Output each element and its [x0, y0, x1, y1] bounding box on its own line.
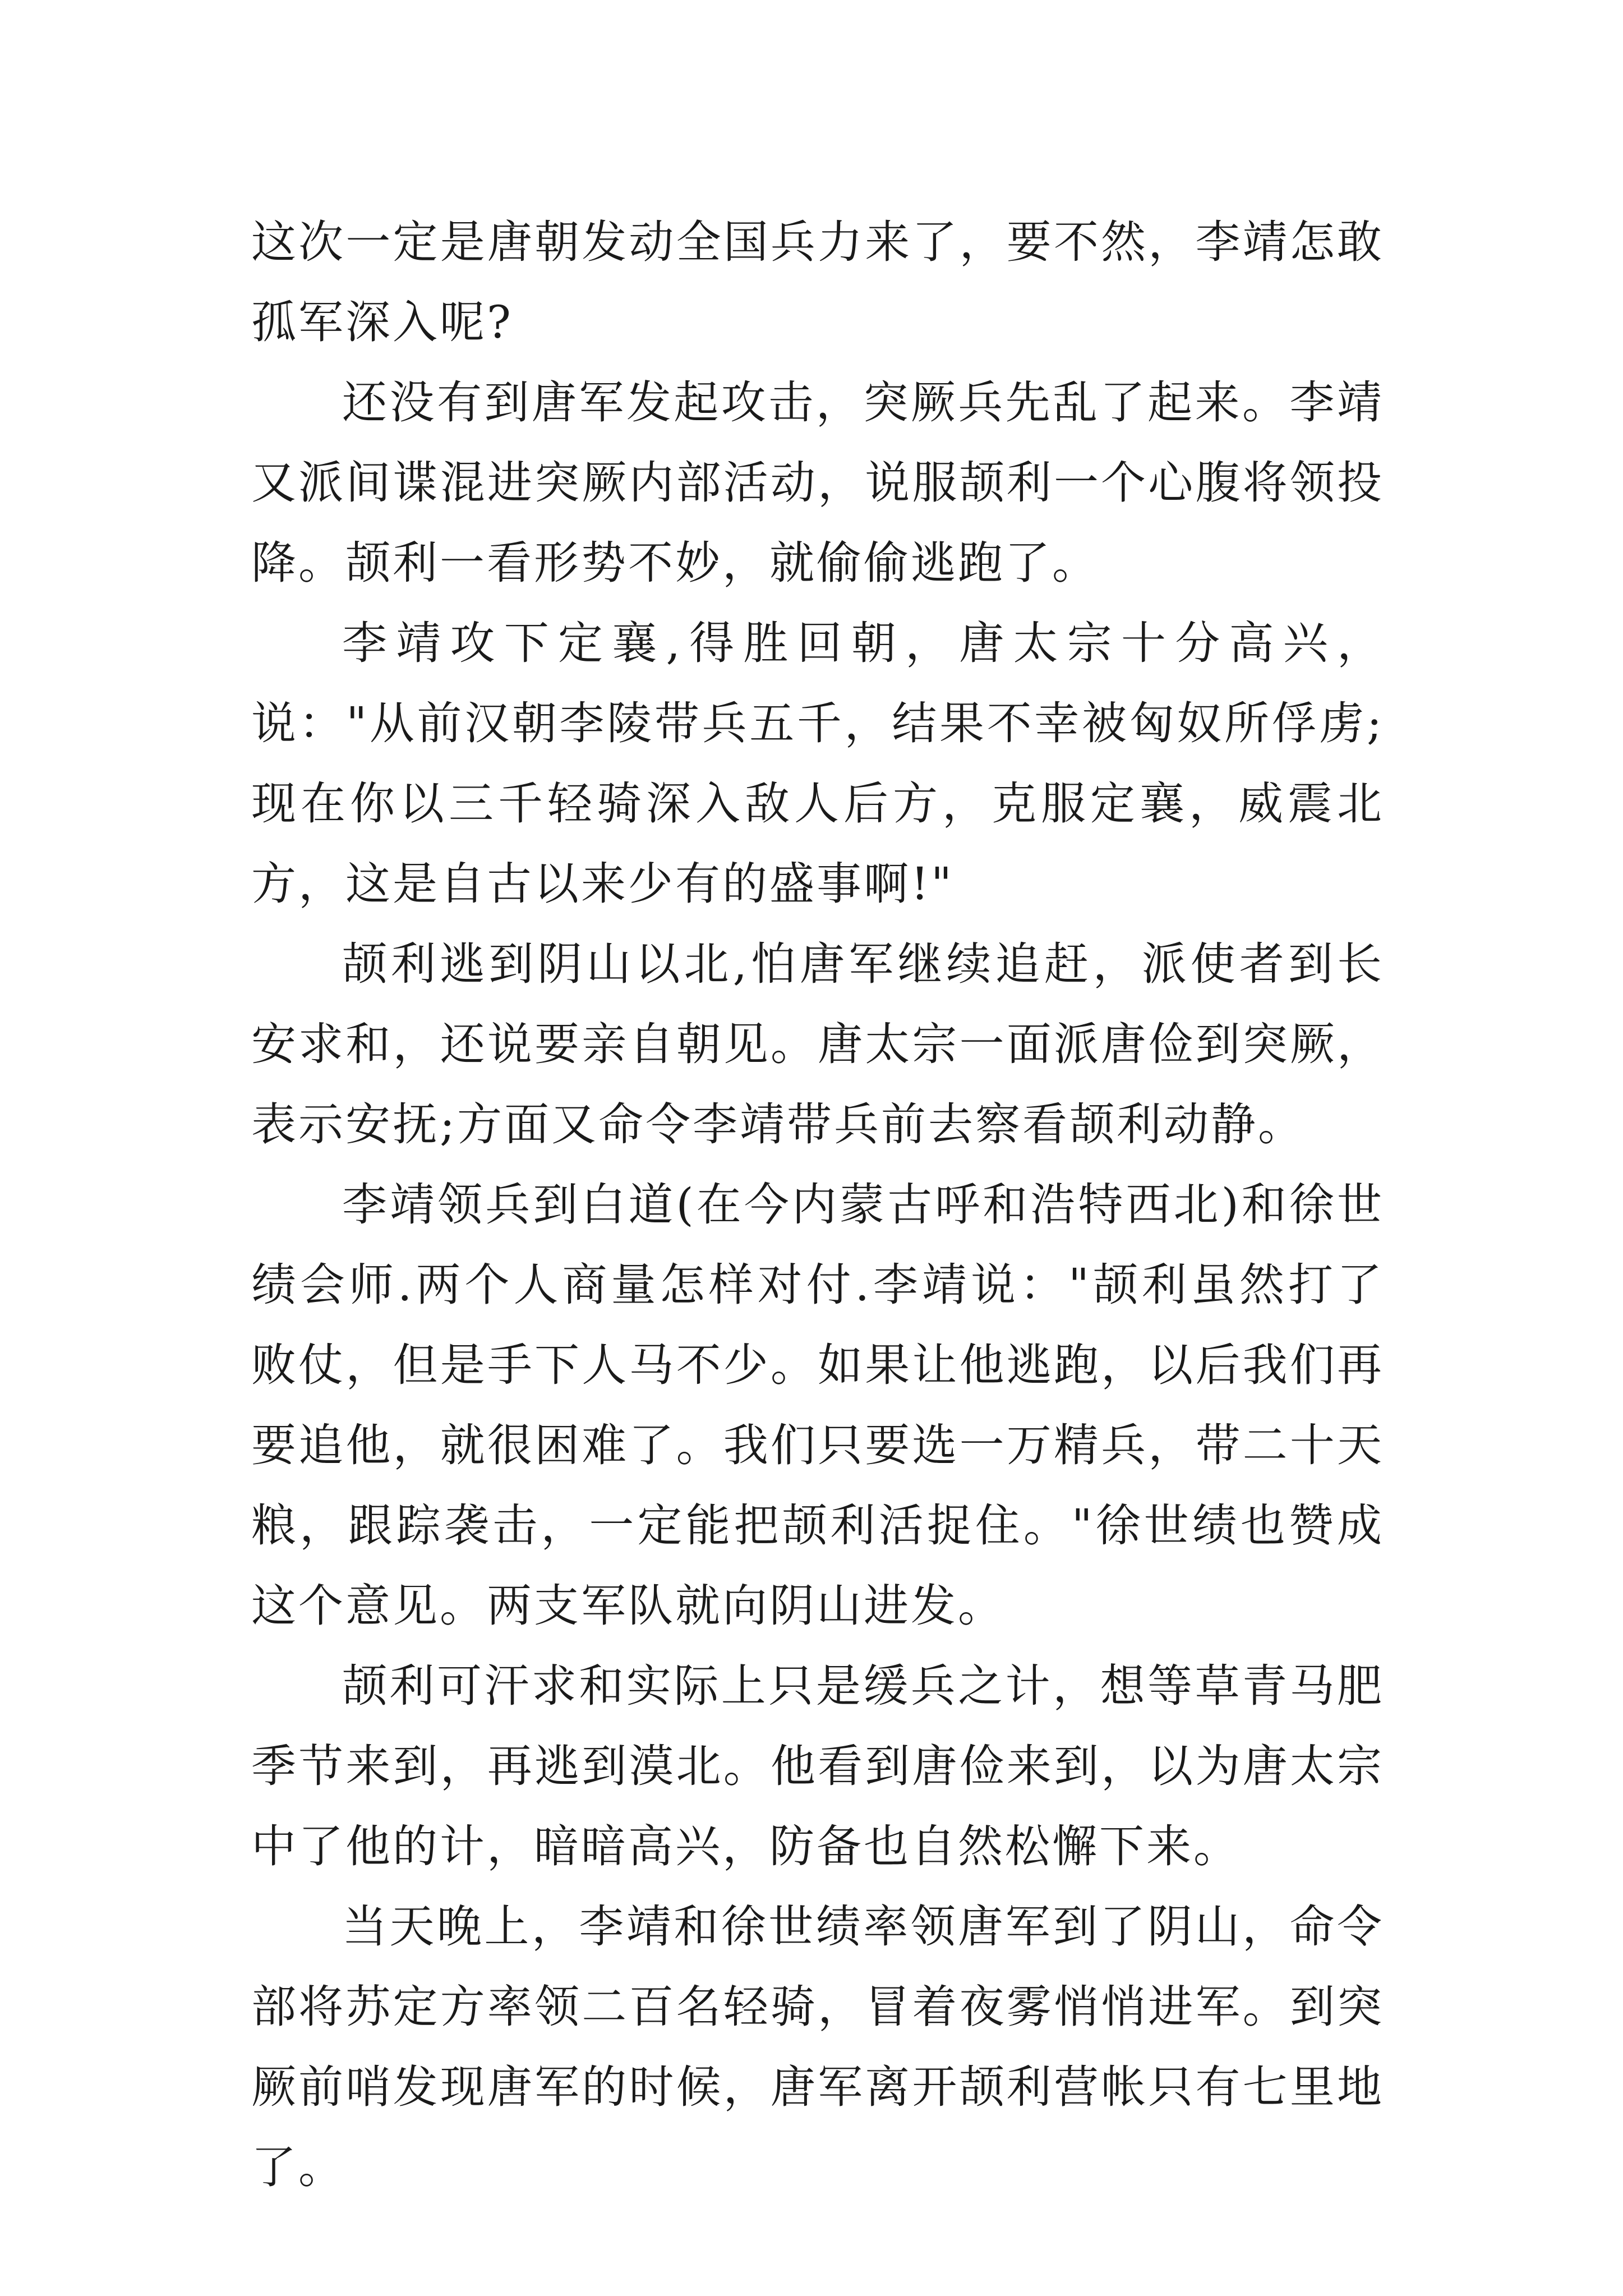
paragraph-1: 这次一定是唐朝发动全国兵力来了，要不然，李靖怎敢孤军深入呢? [251, 216, 1384, 348]
paragraph-2: 还没有到唐军发起攻击，突厥兵先乱了起来。李靖又派间谍混进突厥内部活动，说服颉利一个心腹将领投降。颉利一看形势不妙，就偷偷逃跑了。 [251, 376, 1384, 589]
paragraph-4: 颉利逃到阴山以北,怕唐军继续追赶，派使者到长安求和，还说要亲自朝见。唐太宗一面派唐俭到突厥，表示安抚;方面又命令李靖带兵前去察看颉利动静。 [251, 938, 1384, 1151]
paragraph-5: 李靖领兵到白道(在今内蒙古呼和浩特西北)和徐世绩会师.两个人商量怎样对付.李靖说："颉利虽然打了败仗，但是手下人马不少。如果让他逃跑，以后我们再要追他，就很困难了。我们只要选一万精兵，带二十天粮，跟踪袭击，一定能把颉利活捉住。"徐世绩也赞成这个意见。两支军队就向阴山进发。 [251, 1179, 1384, 1632]
body-text [251, 202, 1384, 2207]
paragraph-3: 李靖攻下定襄,得胜回朝，唐太宗十分高兴，说："从前汉朝李陵带兵五千，结果不幸被匈奴所俘虏;现在你以三千轻骑深入敌人后方，克服定襄，威震北方，这是自古以来少有的盛事啊!" [251, 617, 1384, 910]
paragraph-6: 颉利可汗求和实际上只是缓兵之计，想等草青马肥季节来到，再逃到漠北。他看到唐俭来到，以为唐太宗中了他的计，暗暗高兴，防备也自然松懈下来。 [251, 1660, 1384, 1872]
paragraph-7: 当天晚上，李靖和徐世绩率领唐军到了阴山，命令部将苏定方率领二百名轻骑，冒着夜雾悄悄进军。到突厥前哨发现唐军的时候，唐军离开颉利营帐只有七里地了。 [251, 1901, 1384, 2193]
